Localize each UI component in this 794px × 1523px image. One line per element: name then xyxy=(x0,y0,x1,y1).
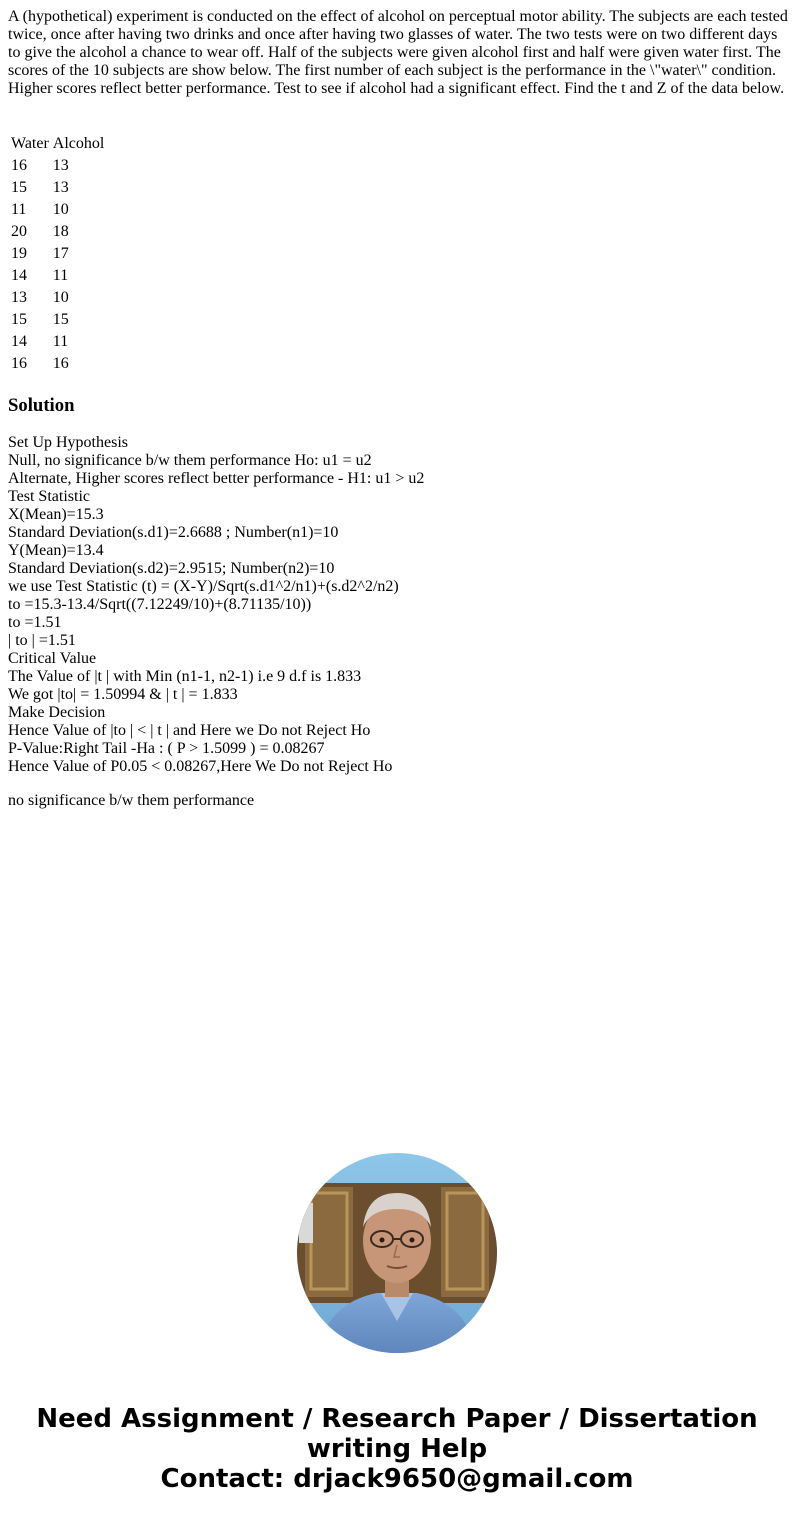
water-cell: 14 xyxy=(11,333,27,350)
promo-footer xyxy=(0,1404,794,1494)
solution-line: we use Test Statistic (t) = (X-Y)/Sqrt(s.d1^2/n1)+(s.d2^2/n2) xyxy=(8,578,399,595)
water-cell: 15 xyxy=(11,311,27,328)
solution-line: Standard Deviation(s.d2)=2.9515; Number(n2)=10 xyxy=(8,560,335,577)
solution-line: Test Statistic xyxy=(8,488,90,505)
table-row xyxy=(10,288,105,308)
scores-table xyxy=(8,132,107,376)
conclusion-text: no significance b/w them performance xyxy=(8,792,255,809)
promo-line: Need Assignment / Research Paper / Dissertation xyxy=(36,1404,758,1434)
table-row xyxy=(10,222,105,242)
solution-line: Hence Value of |to | < | t | and Here we Do not Reject Ho xyxy=(8,722,371,739)
alcohol-cell: 16 xyxy=(52,355,69,372)
contact-line: Contact: drjack9650@gmail.com xyxy=(160,1464,634,1494)
promo-line: writing Help xyxy=(306,1434,488,1464)
water-cell: 15 xyxy=(11,179,27,196)
alcohol-cell: 18 xyxy=(52,223,69,240)
solution-line: The Value of |t | with Min (n1-1, n2-1) i.e 9 d.f is 1.833 xyxy=(8,668,362,685)
alcohol-cell: 11 xyxy=(52,333,69,350)
solution-line: Make Decision xyxy=(8,704,106,721)
alcohol-cell: 10 xyxy=(52,289,69,306)
question-text: A (hypothetical) experiment is conducted on the effect of alcohol on perceptual motor ability. The subjects are each tested twice, once after having two drinks and once after having two glasses of water. The two tests were on two different days to give the alcohol a chance to wear off. Half of the subjects were given alcohol first and half were given water first. The scores of the 10 subjects are show below. The first number of each subject is the performance in the \"water\" condition. Higher scores reflect better performance. Test to see if alcohol had a significant effect. Find the t and Z of the data below. xyxy=(8,8,788,97)
solution-body xyxy=(8,434,788,776)
table-header-row xyxy=(10,134,105,154)
table-row xyxy=(10,156,105,176)
solution-line: Set Up Hypothesis xyxy=(8,434,128,451)
water-cell: 13 xyxy=(11,289,27,306)
solution-line: Critical Value xyxy=(8,650,97,667)
alcohol-cell: 10 xyxy=(52,201,69,218)
water-cell: 14 xyxy=(11,267,27,284)
solution-line: | to | =1.51 xyxy=(8,632,76,649)
author-portrait-image xyxy=(297,1153,497,1353)
water-cell: 16 xyxy=(11,355,27,372)
table-row xyxy=(10,244,105,264)
solution-line: Null, no significance b/w them performance Ho: u1 = u2 xyxy=(8,452,372,469)
solution-line: X(Mean)=15.3 xyxy=(8,506,104,523)
water-cell: 16 xyxy=(11,157,27,174)
column-header-alcohol: Alcohol xyxy=(52,135,105,152)
alcohol-cell: 13 xyxy=(52,157,69,174)
table-row xyxy=(10,266,105,286)
column-header-water: Water xyxy=(11,135,49,152)
table-row xyxy=(10,200,105,220)
solution-line: to =1.51 xyxy=(8,614,62,631)
table-row xyxy=(10,178,105,198)
author-avatar xyxy=(297,1153,497,1353)
alcohol-cell: 13 xyxy=(52,179,69,196)
alcohol-cell: 15 xyxy=(52,311,69,328)
water-cell: 11 xyxy=(11,201,27,218)
table-row xyxy=(10,310,105,330)
table-row xyxy=(10,332,105,352)
solution-line: P-Value:Right Tail -Ha : ( P > 1.5099 ) = 0.08267 xyxy=(8,740,325,757)
table-row xyxy=(10,354,105,374)
solution-line: We got |to| = 1.50994 & | t | = 1.833 xyxy=(8,686,238,703)
alcohol-cell: 11 xyxy=(52,267,69,284)
solution-line: Alternate, Higher scores reflect better performance - H1: u1 > u2 xyxy=(8,470,425,487)
alcohol-cell: 17 xyxy=(52,245,69,262)
solution-line: Hence Value of P0.05 < 0.08267,Here We Do not Reject Ho xyxy=(8,758,393,775)
solution-line: to =15.3-13.4/Sqrt((7.12249/10)+(8.71135/10)) xyxy=(8,596,312,613)
solution-line: Standard Deviation(s.d1)=2.6688 ; Number(n1)=10 xyxy=(8,524,339,541)
solution-line: Y(Mean)=13.4 xyxy=(8,542,104,559)
water-cell: 19 xyxy=(11,245,27,262)
water-cell: 20 xyxy=(11,223,27,240)
solution-heading: Solution xyxy=(8,395,75,416)
